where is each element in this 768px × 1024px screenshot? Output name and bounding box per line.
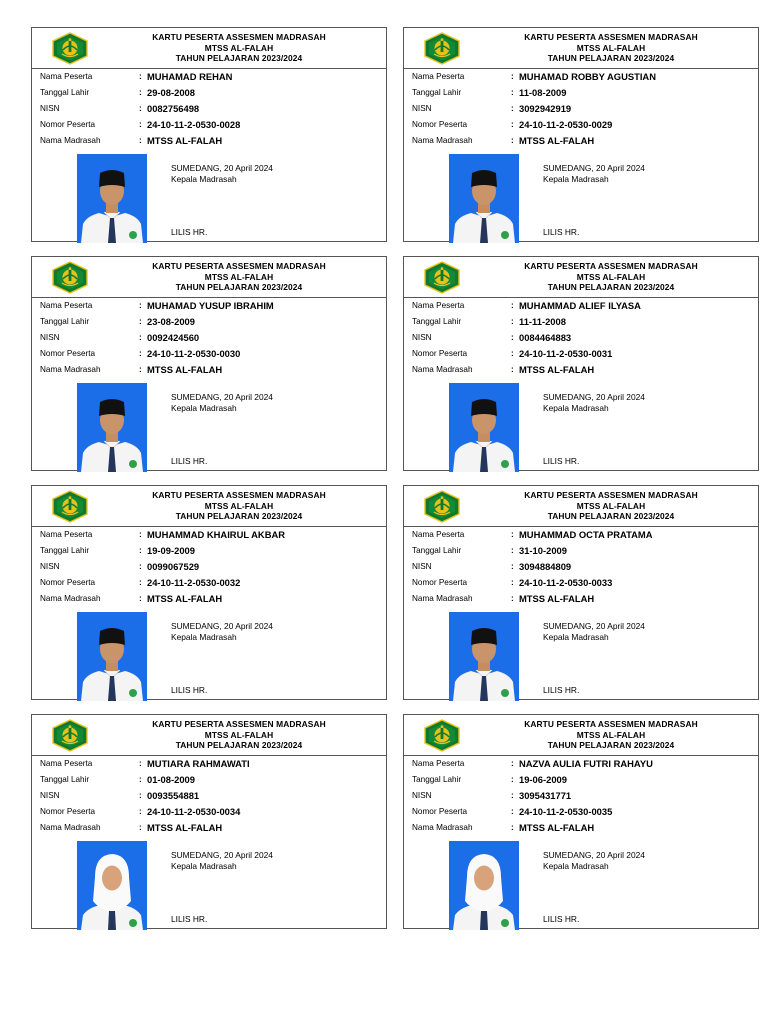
- field-colon: :: [139, 333, 142, 342]
- participant-number: 24-10-11-2-0530-0034: [147, 806, 241, 817]
- student-portrait-icon: [77, 154, 147, 243]
- participant-card: [403, 485, 759, 700]
- field-nisn: [40, 102, 382, 116]
- field-colon: :: [139, 759, 142, 768]
- signature-place-date: SUMEDANG, 20 April 2024: [171, 163, 273, 173]
- field-tanggal-lahir: [40, 86, 382, 100]
- field-nomor-peserta: [40, 805, 382, 819]
- school-name: MTSS AL-FALAH: [147, 135, 223, 146]
- participant-photo: [77, 154, 147, 243]
- field-label: Nomor Peserta: [40, 807, 96, 816]
- participant-name: MUHAMAD YUSUP IBRAHIM: [147, 300, 274, 311]
- field-label: NISN: [40, 333, 60, 342]
- field-colon: :: [511, 317, 514, 326]
- participant-number: 24-10-11-2-0530-0035: [519, 806, 613, 817]
- card-title: KARTU PESERTA ASSESMEN MADRASAH: [152, 490, 326, 500]
- academic-year: TAHUN PELAJARAN 2023/2024: [547, 740, 675, 750]
- card-title: KARTU PESERTA ASSESMEN MADRASAH: [524, 490, 698, 500]
- field-colon: :: [139, 578, 142, 587]
- field-colon: :: [139, 546, 142, 555]
- card-header: [32, 486, 386, 527]
- signature-place-date: SUMEDANG, 20 April 2024: [171, 392, 273, 402]
- signature-title: Kepala Madrasah: [543, 403, 609, 413]
- nisn-value: 0099067529: [147, 561, 200, 572]
- field-label: Tanggal Lahir: [412, 317, 462, 326]
- field-nisn: [412, 331, 754, 345]
- field-colon: :: [139, 104, 142, 113]
- field-label: Nomor Peserta: [40, 120, 96, 129]
- field-label: Nomor Peserta: [40, 349, 96, 358]
- academic-year: TAHUN PELAJARAN 2023/2024: [175, 282, 303, 292]
- field-label: Nama Madrasah: [40, 823, 101, 832]
- field-nama-peserta: [40, 299, 382, 313]
- field-nomor-peserta: [412, 118, 754, 132]
- field-label: Tanggal Lahir: [412, 88, 462, 97]
- field-label: Nomor Peserta: [412, 578, 468, 587]
- field-label: Nama Peserta: [412, 72, 465, 81]
- signature-place-date: SUMEDANG, 20 April 2024: [171, 850, 273, 860]
- field-nomor-peserta: [40, 118, 382, 132]
- school-name: MTSS AL-FALAH: [519, 593, 595, 604]
- school-name-header: MTSS AL-FALAH: [204, 500, 274, 511]
- signature-name: LILIS HR.: [543, 685, 580, 695]
- participant-card: [31, 485, 387, 700]
- school-name: MTSS AL-FALAH: [147, 822, 223, 833]
- field-label: Nama Peserta: [412, 530, 465, 539]
- field-nisn: [40, 331, 382, 345]
- field-label: Tanggal Lahir: [40, 775, 90, 784]
- card-header: [404, 486, 758, 527]
- card-title: KARTU PESERTA ASSESMEN MADRASAH: [524, 719, 698, 729]
- field-colon: :: [511, 823, 514, 832]
- kemenag-emblem-icon: [50, 261, 90, 294]
- field-nama-madrasah: [412, 363, 754, 377]
- participant-photo: [449, 154, 519, 243]
- field-nama-madrasah: [412, 821, 754, 835]
- field-colon: :: [139, 775, 142, 784]
- field-colon: :: [139, 823, 142, 832]
- kemenag-emblem-icon: [50, 719, 90, 752]
- signature-place-date: SUMEDANG, 20 April 2024: [171, 621, 273, 631]
- academic-year: TAHUN PELAJARAN 2023/2024: [175, 740, 303, 750]
- nisn-value: 0092424560: [147, 332, 200, 343]
- field-tanggal-lahir: [412, 773, 754, 787]
- field-colon: :: [139, 136, 142, 145]
- field-nama-madrasah: [40, 821, 382, 835]
- field-colon: :: [139, 530, 142, 539]
- field-nomor-peserta: [412, 347, 754, 361]
- field-nisn: [40, 560, 382, 574]
- school-name-header: MTSS AL-FALAH: [576, 500, 646, 511]
- kemenag-emblem-icon: [422, 32, 462, 65]
- participant-number: 24-10-11-2-0530-0031: [519, 348, 613, 359]
- participant-number: 24-10-11-2-0530-0033: [519, 577, 613, 588]
- signature-name: LILIS HR.: [171, 227, 208, 237]
- participant-card: [403, 714, 759, 929]
- nisn-value: 3094884809: [519, 561, 572, 572]
- field-tanggal-lahir: [40, 773, 382, 787]
- birth-date: 23-08-2009: [147, 316, 195, 327]
- school-name: MTSS AL-FALAH: [519, 135, 595, 146]
- field-label: Nama Madrasah: [412, 365, 473, 374]
- field-label: NISN: [40, 104, 60, 113]
- school-name-header: MTSS AL-FALAH: [204, 729, 274, 740]
- field-colon: :: [139, 120, 142, 129]
- field-label: NISN: [412, 791, 432, 800]
- field-label: Nama Peserta: [40, 759, 93, 768]
- academic-year: TAHUN PELAJARAN 2023/2024: [547, 53, 675, 63]
- field-colon: :: [511, 365, 514, 374]
- field-nisn: [412, 789, 754, 803]
- field-tanggal-lahir: [412, 86, 754, 100]
- field-colon: :: [511, 72, 514, 81]
- participant-photo: [77, 612, 147, 701]
- student-portrait-icon: [77, 383, 147, 472]
- birth-date: 19-06-2009: [519, 774, 567, 785]
- participant-number: 24-10-11-2-0530-0030: [147, 348, 241, 359]
- nisn-value: 3095431771: [519, 790, 572, 801]
- card-title: KARTU PESERTA ASSESMEN MADRASAH: [152, 261, 326, 271]
- field-colon: :: [511, 546, 514, 555]
- field-label: Nomor Peserta: [40, 578, 96, 587]
- field-colon: :: [511, 594, 514, 603]
- field-colon: :: [511, 104, 514, 113]
- kemenag-emblem-icon: [422, 719, 462, 752]
- field-colon: :: [139, 594, 142, 603]
- school-name-header: MTSS AL-FALAH: [204, 42, 274, 53]
- nisn-value: 0084464883: [519, 332, 572, 343]
- field-colon: :: [139, 562, 142, 571]
- academic-year: TAHUN PELAJARAN 2023/2024: [175, 53, 303, 63]
- field-colon: :: [139, 365, 142, 374]
- field-colon: :: [511, 349, 514, 358]
- signature-place-date: SUMEDANG, 20 April 2024: [543, 850, 645, 860]
- school-name: MTSS AL-FALAH: [147, 593, 223, 604]
- student-portrait-icon: [77, 612, 147, 701]
- participant-name: MUHAMMAD KHAIRUL AKBAR: [147, 529, 286, 540]
- birth-date: 11-11-2008: [519, 316, 566, 327]
- field-nomor-peserta: [40, 576, 382, 590]
- kemenag-emblem-icon: [50, 32, 90, 65]
- field-label: Nama Peserta: [40, 72, 93, 81]
- nisn-value: 3092942919: [519, 103, 572, 114]
- card-header: [404, 257, 758, 298]
- field-colon: :: [139, 807, 142, 816]
- field-colon: :: [511, 791, 514, 800]
- field-label: NISN: [40, 562, 60, 571]
- participant-photo: [77, 383, 147, 472]
- field-nisn: [412, 560, 754, 574]
- participant-photo: [449, 612, 519, 701]
- participant-name: MUHAMMAD OCTA PRATAMA: [519, 529, 653, 540]
- academic-year: TAHUN PELAJARAN 2023/2024: [175, 511, 303, 521]
- card-header: [404, 28, 758, 69]
- field-label: NISN: [412, 562, 432, 571]
- field-colon: :: [511, 301, 514, 310]
- field-label: Nama Peserta: [412, 301, 465, 310]
- signature-title: Kepala Madrasah: [543, 632, 609, 642]
- field-colon: :: [139, 317, 142, 326]
- field-label: Nama Peserta: [412, 759, 465, 768]
- field-nama-peserta: [412, 757, 754, 771]
- student-portrait-icon: [449, 841, 519, 930]
- field-colon: :: [511, 775, 514, 784]
- participant-card: [31, 256, 387, 471]
- field-colon: :: [511, 759, 514, 768]
- signature-title: Kepala Madrasah: [171, 632, 237, 642]
- field-label: Nama Peserta: [40, 530, 93, 539]
- school-name-header: MTSS AL-FALAH: [576, 271, 646, 282]
- signature-place-date: SUMEDANG, 20 April 2024: [543, 392, 645, 402]
- field-nama-peserta: [412, 528, 754, 542]
- participant-card: [31, 714, 387, 929]
- field-label: Tanggal Lahir: [40, 546, 90, 555]
- card-title: KARTU PESERTA ASSESMEN MADRASAH: [152, 32, 326, 42]
- field-nama-madrasah: [40, 363, 382, 377]
- card-header: [404, 715, 758, 756]
- participant-photo: [77, 841, 147, 930]
- field-colon: :: [511, 562, 514, 571]
- field-nama-madrasah: [412, 134, 754, 148]
- participant-card: [403, 27, 759, 242]
- birth-date: 01-08-2009: [147, 774, 195, 785]
- card-title: KARTU PESERTA ASSESMEN MADRASAH: [524, 261, 698, 271]
- signature-place-date: SUMEDANG, 20 April 2024: [543, 163, 645, 173]
- field-label: Nama Madrasah: [412, 136, 473, 145]
- field-label: NISN: [40, 791, 60, 800]
- school-name-header: MTSS AL-FALAH: [204, 271, 274, 282]
- signature-name: LILIS HR.: [171, 685, 208, 695]
- field-nama-peserta: [40, 757, 382, 771]
- field-colon: :: [511, 807, 514, 816]
- school-name-header: MTSS AL-FALAH: [576, 42, 646, 53]
- field-colon: :: [139, 88, 142, 97]
- participant-photo: [449, 383, 519, 472]
- signature-title: Kepala Madrasah: [543, 861, 609, 871]
- field-colon: :: [139, 72, 142, 81]
- field-label: Nama Madrasah: [40, 594, 101, 603]
- field-colon: :: [511, 120, 514, 129]
- student-portrait-icon: [449, 612, 519, 701]
- field-tanggal-lahir: [40, 544, 382, 558]
- signature-title: Kepala Madrasah: [171, 174, 237, 184]
- participant-photo: [449, 841, 519, 930]
- school-name: MTSS AL-FALAH: [147, 364, 223, 375]
- kemenag-emblem-icon: [422, 261, 462, 294]
- student-portrait-icon: [449, 154, 519, 243]
- field-nama-madrasah: [40, 592, 382, 606]
- field-tanggal-lahir: [412, 315, 754, 329]
- birth-date: 31-10-2009: [519, 545, 567, 556]
- field-nama-peserta: [412, 70, 754, 84]
- participant-name: MUHAMMAD ALIEF ILYASA: [519, 300, 641, 311]
- birth-date: 29-08-2008: [147, 87, 195, 98]
- field-colon: :: [139, 349, 142, 358]
- school-name-header: MTSS AL-FALAH: [576, 729, 646, 740]
- field-nomor-peserta: [412, 805, 754, 819]
- field-label: Nama Peserta: [40, 301, 93, 310]
- card-title: KARTU PESERTA ASSESMEN MADRASAH: [524, 32, 698, 42]
- field-colon: :: [511, 88, 514, 97]
- participant-name: MUTIARA RAHMAWATI: [147, 758, 250, 769]
- field-colon: :: [511, 333, 514, 342]
- field-label: NISN: [412, 104, 432, 113]
- field-nomor-peserta: [40, 347, 382, 361]
- participant-card: [403, 256, 759, 471]
- field-label: Tanggal Lahir: [412, 775, 462, 784]
- field-label: Tanggal Lahir: [40, 317, 90, 326]
- birth-date: 11-08-2009: [519, 87, 567, 98]
- nisn-value: 0082756498: [147, 103, 200, 114]
- school-name: MTSS AL-FALAH: [519, 364, 595, 375]
- participant-card: [31, 27, 387, 242]
- signature-name: LILIS HR.: [543, 227, 580, 237]
- student-portrait-icon: [449, 383, 519, 472]
- field-nisn: [40, 789, 382, 803]
- field-colon: :: [511, 530, 514, 539]
- field-nomor-peserta: [412, 576, 754, 590]
- signature-place-date: SUMEDANG, 20 April 2024: [543, 621, 645, 631]
- field-nama-peserta: [40, 70, 382, 84]
- card-header: [32, 257, 386, 298]
- signature-name: LILIS HR.: [543, 914, 580, 924]
- signature-name: LILIS HR.: [171, 914, 208, 924]
- field-tanggal-lahir: [412, 544, 754, 558]
- participant-number: 24-10-11-2-0530-0032: [147, 577, 241, 588]
- signature-title: Kepala Madrasah: [543, 174, 609, 184]
- kemenag-emblem-icon: [422, 490, 462, 523]
- signature-name: LILIS HR.: [171, 456, 208, 466]
- field-label: Nama Madrasah: [40, 365, 101, 374]
- school-name: MTSS AL-FALAH: [519, 822, 595, 833]
- field-colon: :: [139, 791, 142, 800]
- participant-name: MUHAMAD REHAN: [147, 71, 233, 82]
- participant-name: MUHAMAD ROBBY AGUSTIAN: [519, 71, 656, 82]
- participant-number: 24-10-11-2-0530-0029: [519, 119, 613, 130]
- card-header: [32, 28, 386, 69]
- signature-title: Kepala Madrasah: [171, 403, 237, 413]
- field-nisn: [412, 102, 754, 116]
- field-colon: :: [511, 578, 514, 587]
- field-nama-madrasah: [412, 592, 754, 606]
- field-label: Tanggal Lahir: [40, 88, 90, 97]
- nisn-value: 0093554881: [147, 790, 200, 801]
- field-label: Nomor Peserta: [412, 807, 468, 816]
- field-colon: :: [511, 136, 514, 145]
- field-nama-peserta: [40, 528, 382, 542]
- academic-year: TAHUN PELAJARAN 2023/2024: [547, 282, 675, 292]
- field-colon: :: [139, 301, 142, 310]
- card-header: [32, 715, 386, 756]
- card-title: KARTU PESERTA ASSESMEN MADRASAH: [152, 719, 326, 729]
- academic-year: TAHUN PELAJARAN 2023/2024: [547, 511, 675, 521]
- kemenag-emblem-icon: [50, 490, 90, 523]
- field-tanggal-lahir: [40, 315, 382, 329]
- field-nama-peserta: [412, 299, 754, 313]
- field-label: Nama Madrasah: [412, 823, 473, 832]
- signature-title: Kepala Madrasah: [171, 861, 237, 871]
- participant-name: NAZVA AULIA FUTRI RAHAYU: [519, 758, 653, 769]
- field-label: Nama Madrasah: [412, 594, 473, 603]
- field-nama-madrasah: [40, 134, 382, 148]
- field-label: NISN: [412, 333, 432, 342]
- signature-name: LILIS HR.: [543, 456, 580, 466]
- field-label: Nomor Peserta: [412, 349, 468, 358]
- field-label: Tanggal Lahir: [412, 546, 462, 555]
- field-label: Nomor Peserta: [412, 120, 468, 129]
- participant-number: 24-10-11-2-0530-0028: [147, 119, 241, 130]
- field-label: Nama Madrasah: [40, 136, 101, 145]
- student-portrait-icon: [77, 841, 147, 930]
- birth-date: 19-09-2009: [147, 545, 195, 556]
